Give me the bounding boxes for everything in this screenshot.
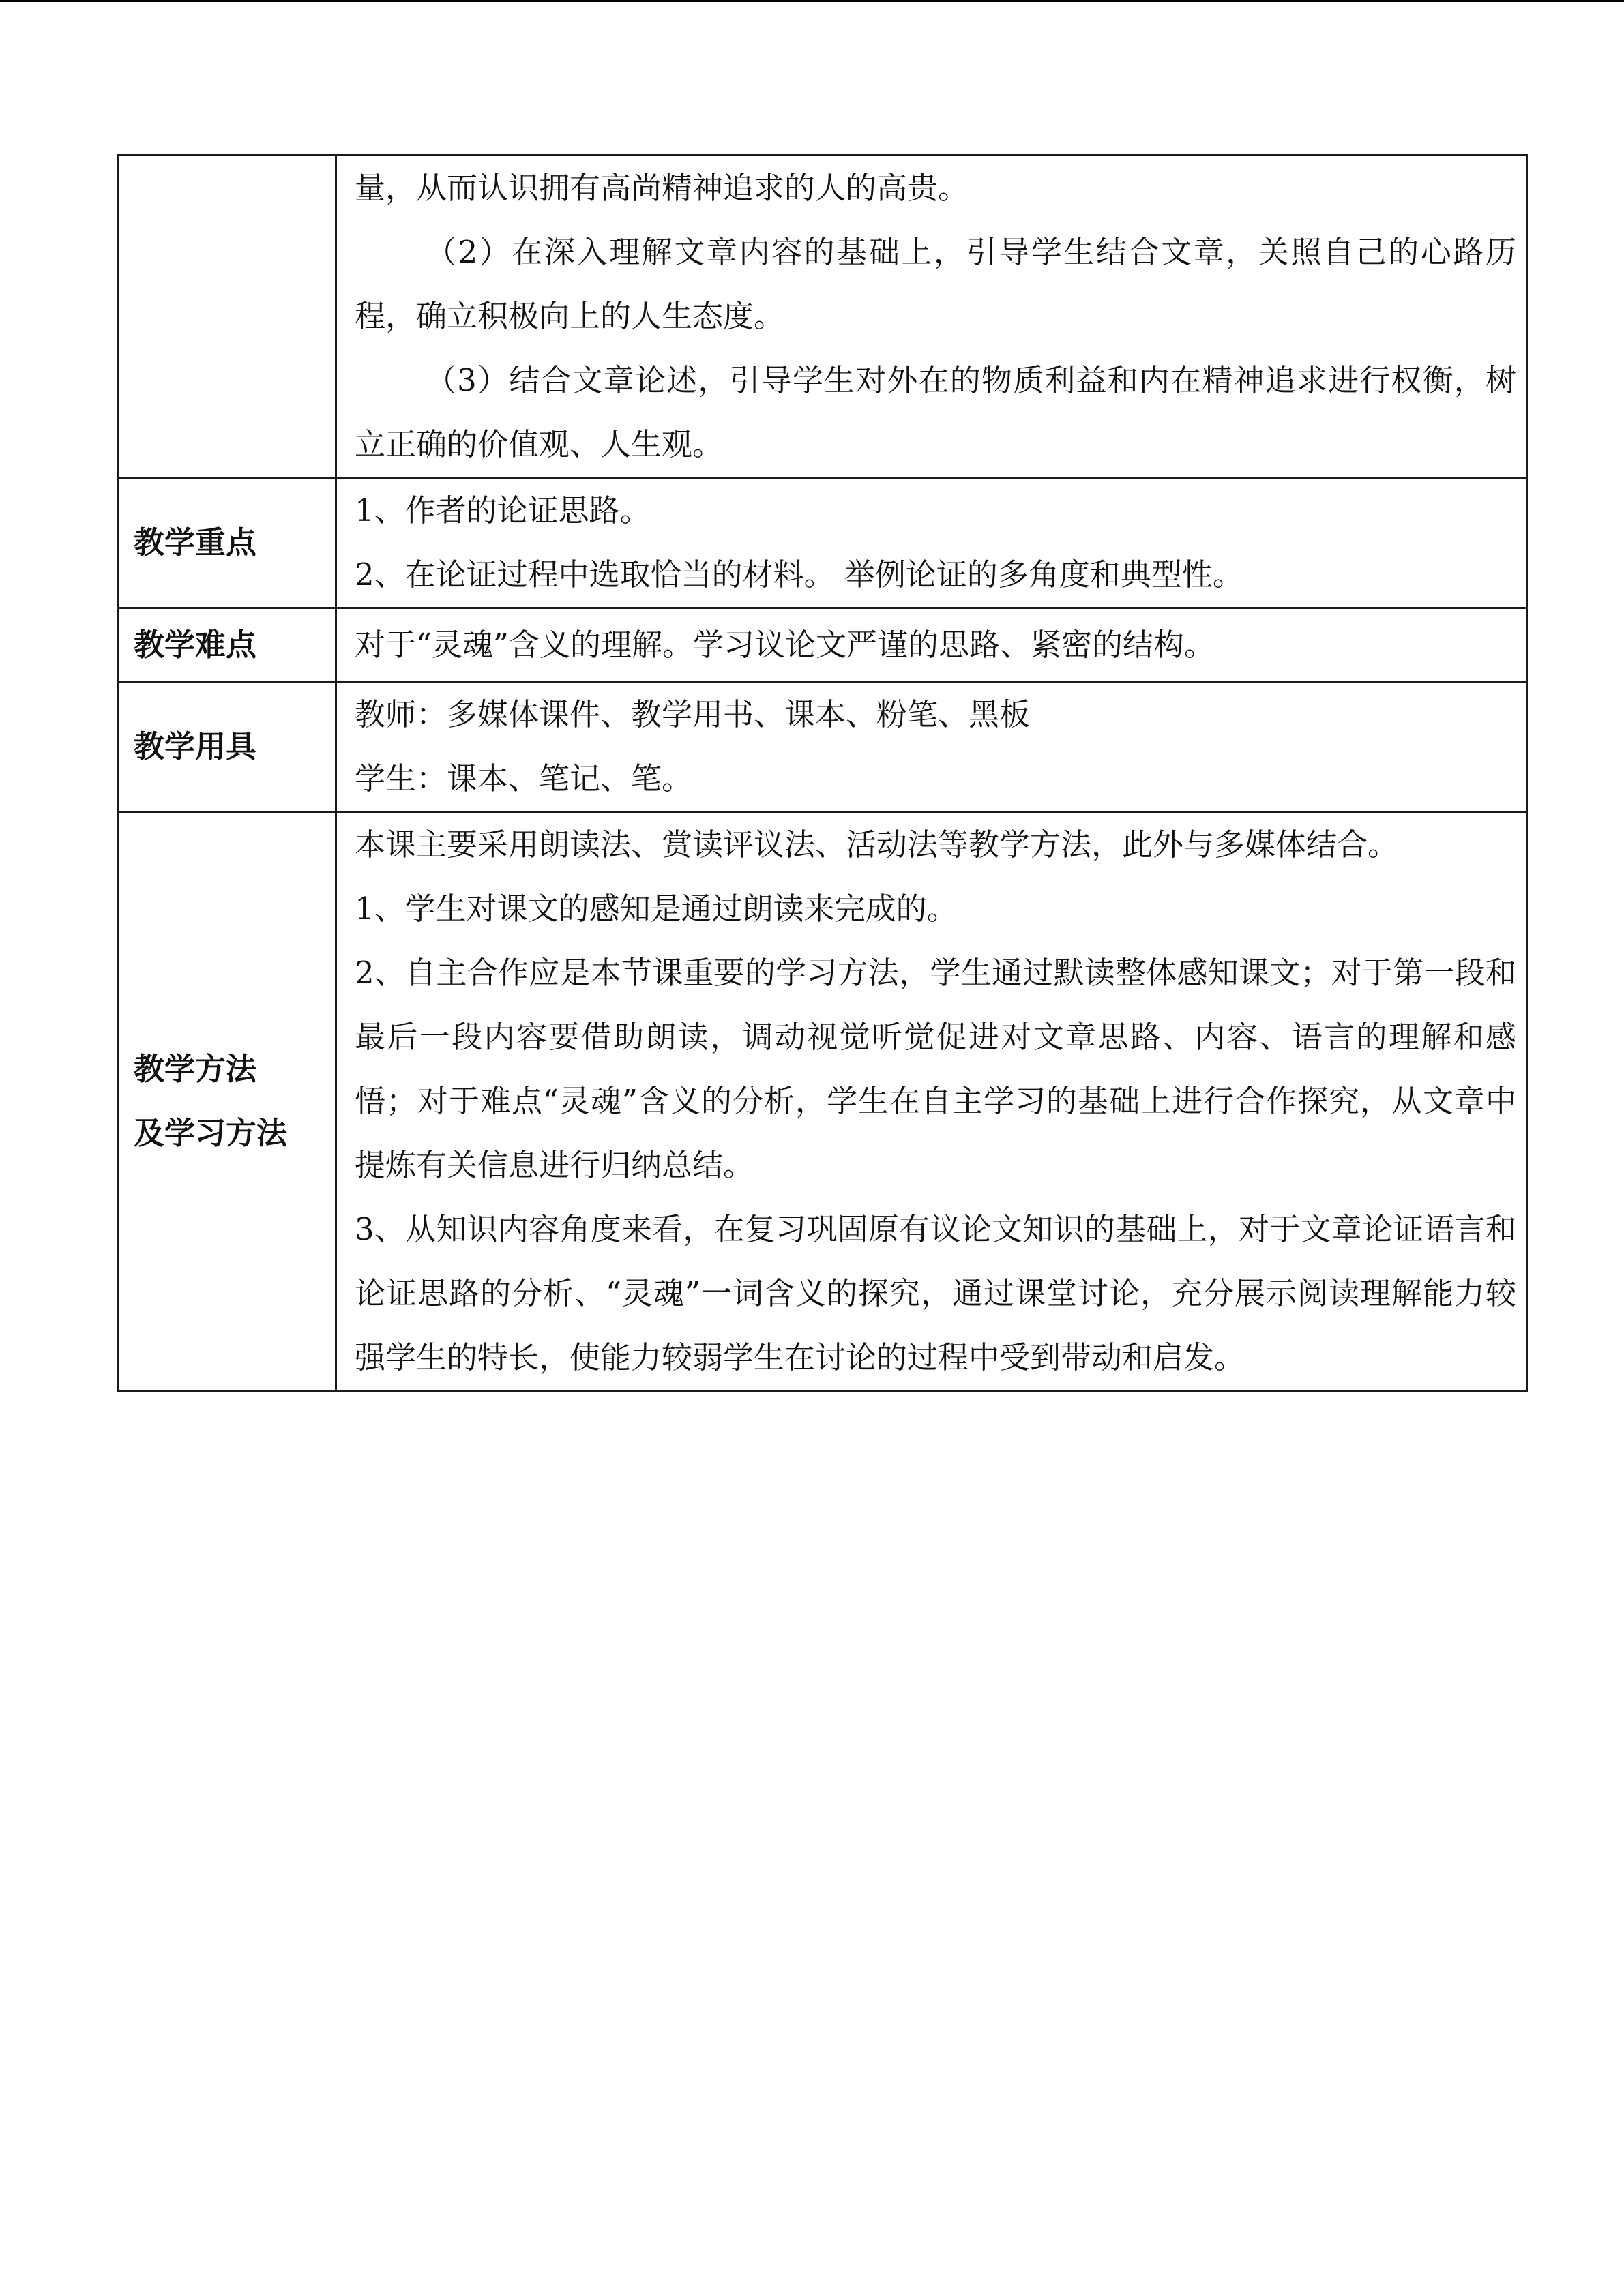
table-row-methods <box>118 812 1527 1391</box>
teaching-tools-line-2: 学生：课本、笔记、笔。 <box>355 760 693 796</box>
difficult-points-content-cell <box>336 608 1527 682</box>
difficult-points-line-1: 对于“灵魂”含义的理解。学习议论文严谨的思路、紧密的结构。 <box>355 626 1215 663</box>
objectives-line-3: （3）结合文章论述，引导学生对外在的物质利益和内在精神追求进行权衡，树立正确的价值观、人生观。 <box>355 362 1516 462</box>
methods-label-line-1: 教学方法 <box>134 1051 257 1087</box>
page-top-border <box>0 0 1624 2</box>
key-points-content-cell <box>336 478 1527 608</box>
methods-label-cell <box>118 812 336 1391</box>
methods-label-line-2: 及学习方法 <box>134 1115 288 1151</box>
key-points-label: 教学重点 <box>118 478 336 608</box>
objectives-line-2: （2）在深入理解文章内容的基础上，引导学生结合文章，关照自己的心路历程，确立积极向上的人生态度。 <box>355 234 1516 334</box>
methods-line-2: 1、学生对课文的感知是通过朗读来完成的。 <box>355 891 958 927</box>
objectives-content-cell <box>336 155 1527 478</box>
teaching-tools-line-1: 教师：多媒体课件、教学用书、课本、粉笔、黑板 <box>355 696 1031 732</box>
teaching-tools-label: 教学用具 <box>118 682 336 812</box>
table-row-objectives <box>118 155 1527 478</box>
objectives-label-cell <box>118 155 336 478</box>
objectives-line-1: 量，从而认识拥有高尚精神追求的人的高贵。 <box>355 170 969 206</box>
teaching-tools-content-cell <box>336 682 1527 812</box>
table-row-key-points <box>118 478 1527 608</box>
key-points-line-1: 1、作者的论证思路。 <box>355 492 651 528</box>
key-points-line-2: 2、在论证过程中选取恰当的材料。 举例论证的多角度和典型性。 <box>355 556 1243 593</box>
lesson-plan-table <box>117 154 1528 1392</box>
methods-line-1: 本课主要采用朗读法、赏读评议法、活动法等教学方法，此外与多媒体结合。 <box>355 826 1399 863</box>
methods-line-4: 3、从知识内容角度来看，在复习巩固原有议论文知识的基础上，对于文章论证语言和论证思路的分析、“灵魂”一词含义的探究，通过课堂讨论，充分展示阅读理解能力较强学生的特长，使能力较弱学生在讨论的过程中受到带动和启发。 <box>355 1211 1516 1375</box>
difficult-points-label: 教学难点 <box>118 608 336 682</box>
table-row-difficult-points <box>118 608 1527 682</box>
methods-content-cell <box>336 812 1527 1391</box>
methods-line-3: 2、自主合作应是本节课重要的学习方法，学生通过默读整体感知课文；对于第一段和最后一段内容要借助朗读，调动视觉听觉促进对文章思路、内容、语言的理解和感悟；对于难点“灵魂”含义的分析，学生在自主学习的基础上进行合作探究，从文章中提炼有关信息进行归纳总结。 <box>355 955 1516 1183</box>
table-row-teaching-tools <box>118 682 1527 812</box>
